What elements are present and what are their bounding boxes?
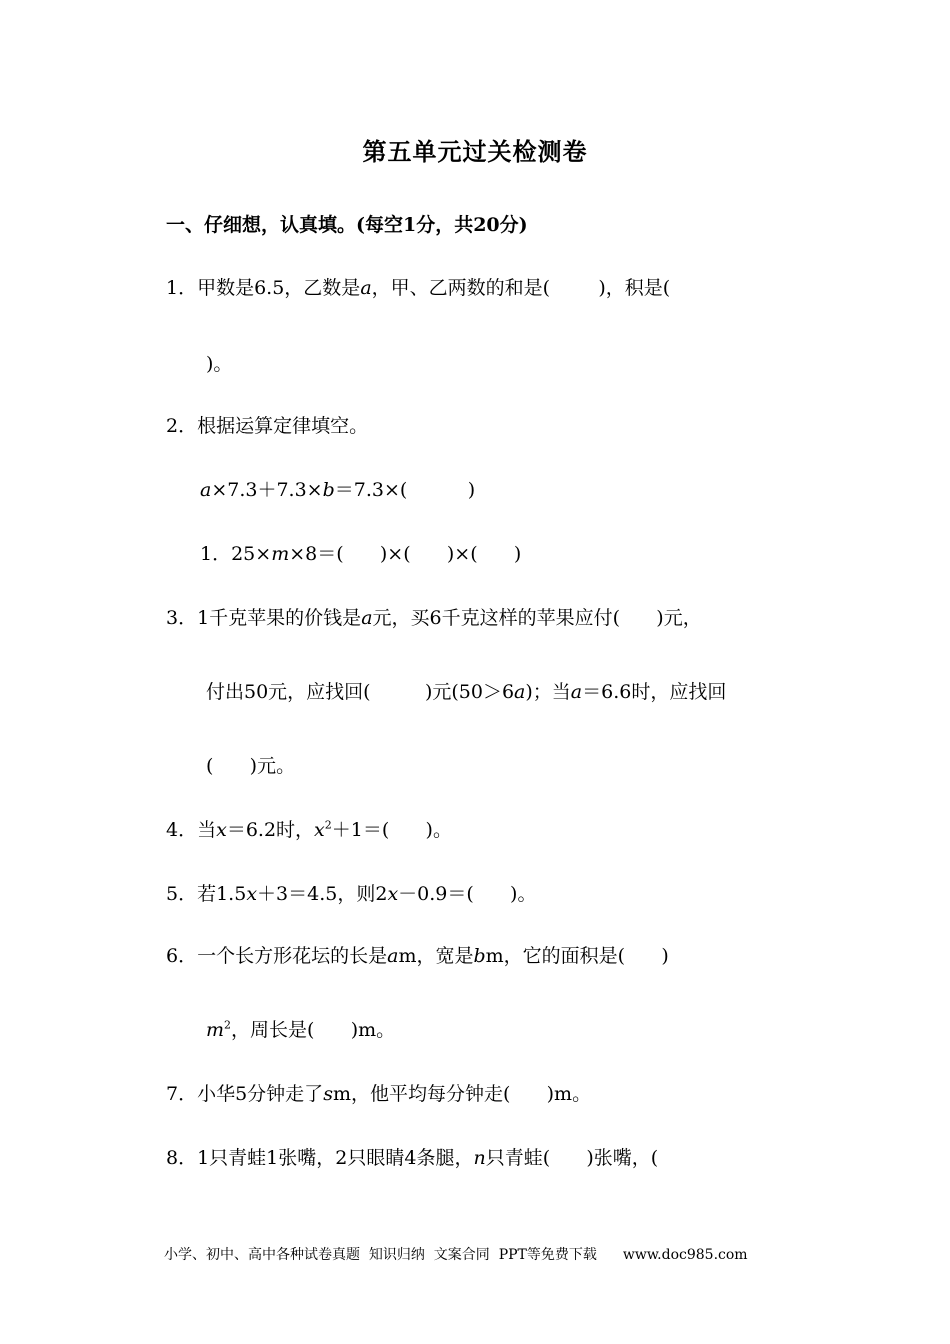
question-5: 5．若1.5x＋3＝4.5，则2x－0.9＝( )。 [166,883,537,905]
question-8: 8．1只青蛙1张嘴，2只眼睛4条腿，n只青蛙( )张嘴，( [166,1147,659,1169]
question-1-cont: )。 [206,353,233,375]
question-number: 8． [166,1147,198,1169]
question-number: 6． [166,945,198,967]
question-number: 2． [166,415,198,437]
answer-blank [407,479,467,501]
question-number: 7． [166,1083,198,1105]
question-number: 5． [166,883,198,905]
page-footer [164,1244,748,1264]
answer-blank [474,883,510,905]
answer-blank [550,277,598,299]
answer-blank [213,755,249,777]
question-6: 6．一个长方形花坛的长是am，宽是bm，它的面积是( ) [166,945,669,967]
footer-text: 小学、初中、高中各种试卷真题 知识归纳 文案合同 PPT等免费下载 [164,1247,597,1263]
answer-blank [478,543,514,565]
answer-blank [411,543,447,565]
answer-blank [314,1019,350,1041]
question-7: 7．小华5分钟走了sm，他平均每分钟走( )m。 [166,1083,592,1105]
question-2-sub1: a×7.3＋7.3×b＝7.3×( ) [200,479,476,501]
question-6-cont: $m^2$，周长是( )m。 [206,1018,396,1041]
question-2-sub2: 1．25×m×8＝( )×( )×( ) [200,543,522,565]
answer-blank [550,1147,586,1169]
footer-url[interactable]: www.doc985.com [622,1247,748,1263]
question-number: 4． [166,819,198,841]
question-3-cont2: ( )元。 [206,755,296,777]
answer-blank [344,543,380,565]
question-4: 4．当x＝6.2时，$x^2+1=$( )。 [166,818,452,841]
answer-blank [620,607,656,629]
question-1: 1．甲数是6.5，乙数是a，甲、乙两数的和是( )，积是( [166,277,671,299]
answer-blank [625,945,661,967]
page-title: 第五单元过关检测卷 [362,137,588,166]
question-3: 3．1千克苹果的价钱是a元，买6千克这样的苹果应付( )元， [166,607,702,629]
question-number: 1． [166,277,198,299]
question-2: 2．根据运算定律填空。 [166,415,369,437]
answer-blank [371,681,425,703]
answer-blank [389,819,425,841]
section-heading: 一、仔细想，认真填。(每空1分，共20分) [166,214,528,236]
answer-blank [510,1083,546,1105]
question-number: 3． [166,607,198,629]
question-3-cont: 付出50元，应找回( )元(50＞6a)；当a＝6.6时，应找回 [206,681,727,703]
